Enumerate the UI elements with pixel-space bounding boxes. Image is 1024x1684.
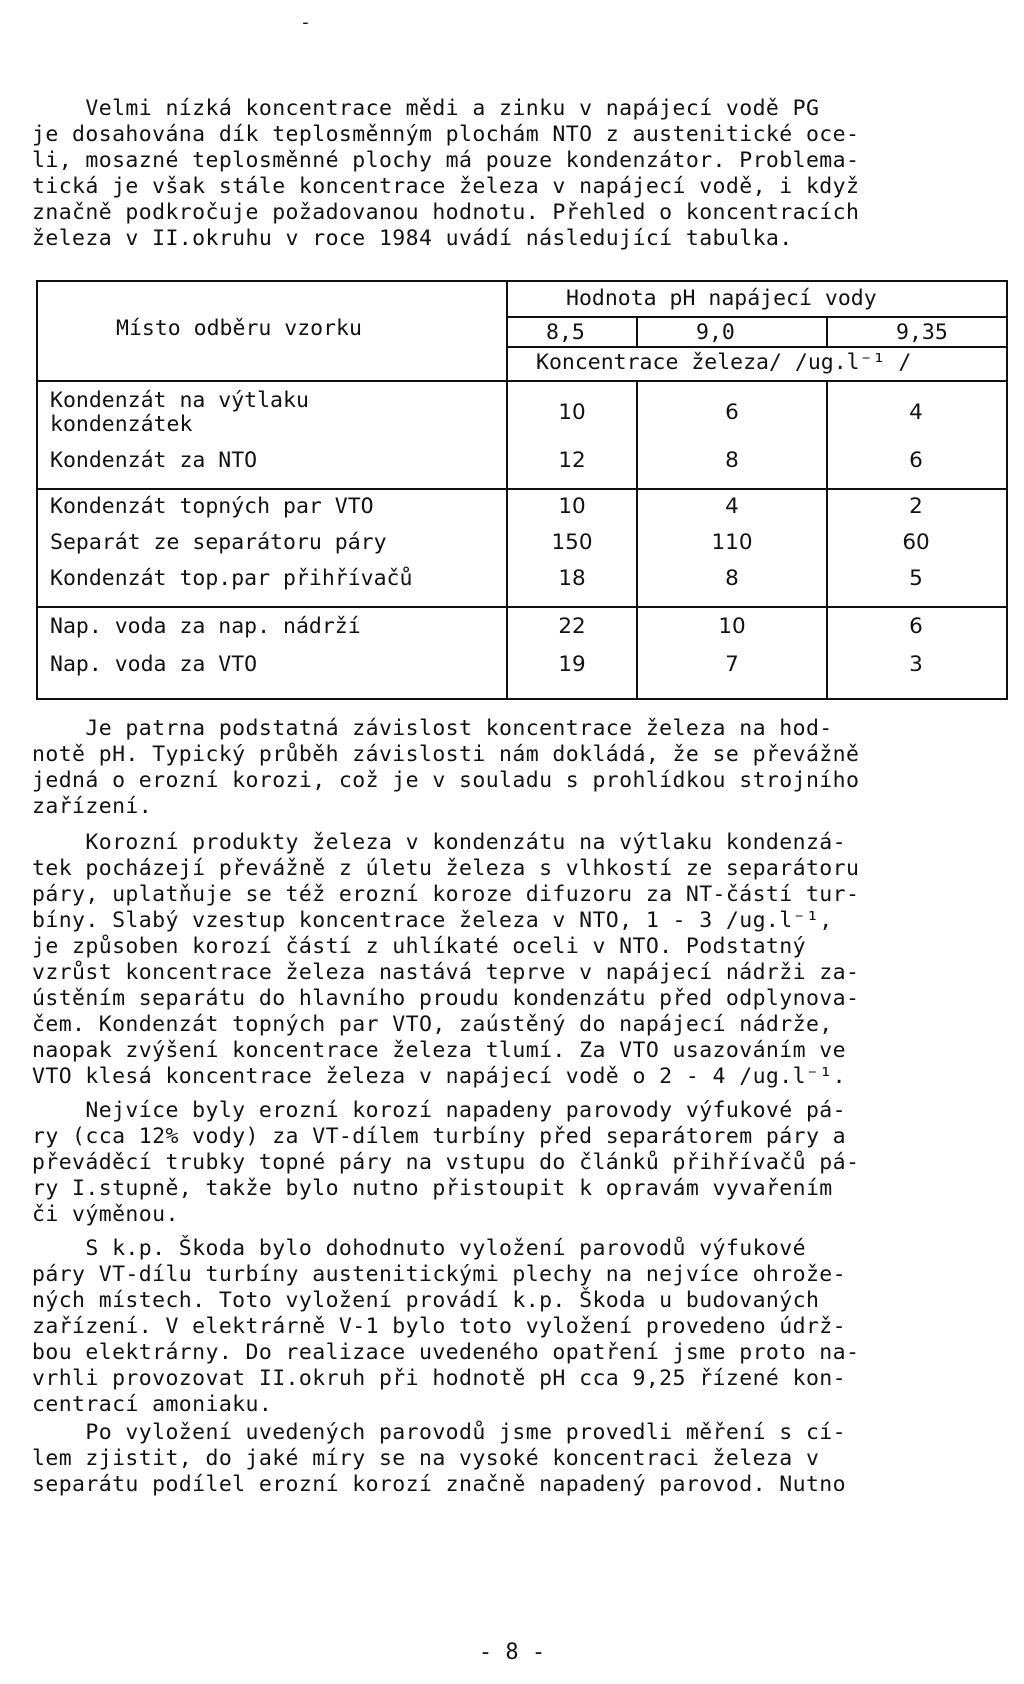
iron-concentration-table xyxy=(36,280,1008,720)
value-col-sep-1 xyxy=(636,380,638,700)
text-line: Velmi nízká koncentrace mědi a zinku v napájecí vodě PG xyxy=(32,96,820,121)
text-line: naopak zvýšení koncentrace železa tlumí. Za VTO usazováním ve xyxy=(32,1038,846,1063)
table-top-border xyxy=(36,280,1008,282)
text-line: páry VT-dílu turbíny austenitickými plechy na nejvíce ohrože- xyxy=(32,1262,846,1287)
row-label: Nap. voda za nap. nádrží xyxy=(50,614,361,639)
text-line: centrací amoniaku. xyxy=(32,1392,273,1417)
value-ph-9-0: 10 xyxy=(718,614,746,639)
text-line: páry, uplatňuje se též erozní koroze difuzoru za NT-částí tur- xyxy=(32,882,860,907)
text-line: zařízení. V elektrárně V-1 bylo toto vyložení provedeno údrž- xyxy=(32,1314,846,1339)
ph-values-rule xyxy=(506,346,1006,348)
text-line: značně podkročuje požadovanou hodnotu. Přehled o koncentracích xyxy=(32,200,860,225)
ph-value-1: 8,5 xyxy=(546,320,585,345)
table-bottom-border xyxy=(36,698,1008,700)
text-line: bíny. Slabý vzestup koncentrace železa v NTO, 1 - 3 /ug.l⁻¹, xyxy=(32,908,833,933)
text-line: ry I.stupně, takže bylo nutno přistoupit k opravám vyvařením xyxy=(32,1176,833,1201)
value-ph-9-35: 2 xyxy=(909,494,923,519)
ph-header-rule xyxy=(506,316,1006,318)
text-line: vrhli provozovat II.okruh při hodnotě pH cca 9,25 řízené kon- xyxy=(32,1366,846,1391)
row-label: Kondenzát na výtlaku xyxy=(50,388,309,413)
group-rule-1 xyxy=(36,488,1008,490)
group-rule-2 xyxy=(36,606,1008,608)
text-line: lem zjistit, do jaké míry se na vysoké koncentraci železa v xyxy=(32,1446,820,1471)
text-line: VTO klesá koncentrace železa v napájecí vodě o 2 - 4 /ug.l⁻¹. xyxy=(32,1064,846,1089)
text-line: Korozní produkty železa v kondenzátu na výtlaku kondenzá- xyxy=(32,830,846,855)
text-line: převáděcí trubky topné páry na vstupu do článků přihřívačů pá- xyxy=(32,1150,860,1175)
value-ph-9-0: 110 xyxy=(711,530,753,555)
text-line: Nejvíce byly erozní korozí napadeny parovody výfukové pá- xyxy=(32,1098,846,1123)
ph-value-2: 9,0 xyxy=(696,320,735,345)
value-ph-8-5: 10 xyxy=(558,494,586,519)
value-ph-9-0: 4 xyxy=(725,494,739,519)
text-line: Po vyložení uvedených parovodů jsme provedli měření s cí- xyxy=(32,1420,846,1445)
table-right-border xyxy=(1006,280,1008,700)
text-line: S k.p. Škoda bylo dohodnuto vyložení parovodů výfukové xyxy=(32,1236,806,1261)
concentration-header: Koncentrace železa/ /ug.l⁻¹ / xyxy=(536,350,912,375)
ph-col-sep-2 xyxy=(826,316,828,348)
value-ph-8-5: 18 xyxy=(558,566,586,591)
value-ph-9-0: 8 xyxy=(725,566,739,591)
text-line: notě pH. Typický průběh závislosti nám dokládá, že se převážně xyxy=(32,742,860,767)
value-ph-9-0: 6 xyxy=(725,400,739,425)
value-ph-9-0: 8 xyxy=(725,448,739,473)
table-divider xyxy=(506,280,508,700)
value-ph-9-35: 5 xyxy=(909,566,923,591)
paragraph-6 xyxy=(32,1420,992,1498)
value-ph-8-5: 10 xyxy=(558,400,586,425)
value-ph-8-5: 19 xyxy=(558,652,586,677)
text-line: vzrůst koncentrace železa nastává teprve v napájecí nádrži za- xyxy=(32,960,860,985)
speck-mark: - xyxy=(300,12,311,33)
ph-col-sep-1 xyxy=(636,316,638,348)
page-number: - 8 - xyxy=(478,1640,546,1665)
text-line: železa v II.okruhu v roce 1984 uvádí následující tabulka. xyxy=(32,226,793,251)
paragraph-4 xyxy=(32,1098,992,1228)
text-line: Je patrna podstatná závislost koncentrace železa na hod- xyxy=(32,716,833,741)
table-left-border xyxy=(36,280,38,700)
text-line: či výměnou. xyxy=(32,1202,179,1227)
text-line: čem. Kondenzát topných par VTO, zaústěný do napájecí nádrže, xyxy=(32,1012,833,1037)
value-ph-9-0: 7 xyxy=(725,652,739,677)
row-label: Kondenzát za NTO xyxy=(50,448,258,473)
text-line: ry (cca 12% vody) za VT-dílem turbíny před separátorem páry a xyxy=(32,1124,846,1149)
text-line: bou elektrárny. Do realizace uvedeného opatření jsme proto na- xyxy=(32,1340,860,1365)
value-ph-8-5: 22 xyxy=(558,614,586,639)
row-label-cont: kondenzátek xyxy=(50,412,193,437)
row-label: Kondenzát top.par přihřívačů xyxy=(50,566,413,591)
intro-paragraph xyxy=(32,96,992,252)
text-line: je dosahována dík teplosměnným plochám NTO z austenitické oce- xyxy=(32,122,860,147)
ph-value-3: 9,35 xyxy=(896,320,948,345)
value-ph-9-35: 4 xyxy=(909,400,923,425)
value-ph-9-35: 3 xyxy=(909,652,923,677)
header-bottom-rule xyxy=(36,380,1008,382)
text-line: tek pocházejí převážně z úletu železa s vlhkostí ze separátoru xyxy=(32,856,860,881)
column-header-sample-location: Místo odběru vzorku xyxy=(116,316,362,341)
value-ph-9-35: 60 xyxy=(902,530,930,555)
paragraph-3 xyxy=(32,830,992,1090)
text-line: separátu podílel erozní korozí značně napadený parovod. Nutno xyxy=(32,1472,846,1497)
text-line: ných místech. Toto vyložení provádí k.p. Škoda u budovaných xyxy=(32,1288,820,1313)
ph-header: Hodnota pH napájecí vody xyxy=(566,286,877,311)
value-col-sep-2 xyxy=(826,380,828,700)
text-line: zařízení. xyxy=(32,794,153,819)
paragraph-2 xyxy=(32,716,992,820)
row-label: Nap. voda za VTO xyxy=(50,652,258,677)
row-label: Kondenzát topných par VTO xyxy=(50,494,374,519)
value-ph-9-35: 6 xyxy=(909,614,923,639)
value-ph-8-5: 12 xyxy=(558,448,586,473)
text-line: li, mosazné teplosměnné plochy má pouze kondenzátor. Problema- xyxy=(32,148,860,173)
value-ph-8-5: 150 xyxy=(551,530,593,555)
text-line: ústěním separátu do hlavního proudu kondenzátu před odplynova- xyxy=(32,986,860,1011)
text-line: tická je však stále koncentrace železa v napájecí vodě, i když xyxy=(32,174,860,199)
text-line: je způsoben korozí částí z uhlíkaté oceli v NTO. Podstatný xyxy=(32,934,806,959)
text-line: jedná o erozní korozi, což je v souladu s prohlídkou strojního xyxy=(32,768,860,793)
row-label: Separát ze separátoru páry xyxy=(50,530,387,555)
value-ph-9-35: 6 xyxy=(909,448,923,473)
paragraph-5 xyxy=(32,1236,992,1418)
